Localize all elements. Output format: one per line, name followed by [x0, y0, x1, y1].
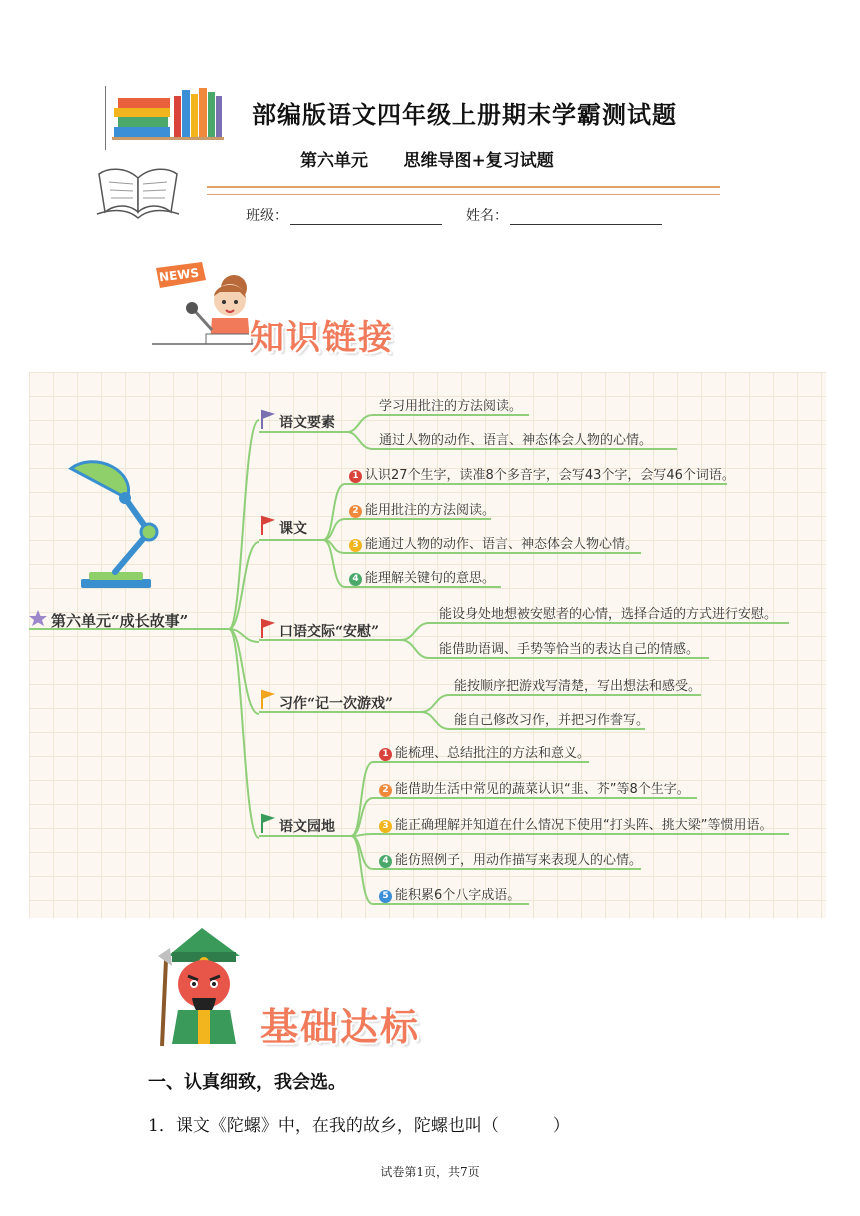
class-field [246, 205, 442, 225]
number-badge: 1 [379, 748, 392, 761]
list-item: 1 认识27个生字，读准8个多音字，会写43个字，会写46个词语。 [349, 464, 735, 483]
number-badge: 3 [349, 539, 362, 552]
basic-banner [150, 926, 470, 1056]
open-book-illustration [95, 160, 181, 220]
desk-lamp-illustration [71, 450, 157, 588]
header-rule [207, 186, 720, 188]
branch-composition: 习作“记一次游戏” [279, 696, 394, 712]
header-divider [105, 86, 106, 150]
name-label: 姓名： [466, 208, 508, 224]
class-label: 班级： [246, 208, 288, 224]
branch-language-elements: 语文要素 [279, 415, 335, 431]
list-item: 3 能正确理解并知道在什么情况下使用“打头阵、挑大梁”等惯用语。 [379, 814, 772, 833]
knowledge-banner [150, 258, 440, 358]
document-title: 部编版语文四年级上册期末学霸测试题 [252, 100, 677, 129]
list-item: 4 能理解关键句的意思。 [349, 567, 495, 586]
number-badge: 5 [379, 890, 392, 903]
guan-yu-illustration [150, 926, 260, 1051]
mind-map-root: 第六单元“成长故事” [51, 612, 189, 630]
number-badge: 1 [349, 470, 362, 483]
mind-map-connectors [29, 372, 826, 918]
branch-oral-communication: 口语交际“安慰” [279, 624, 380, 640]
number-badge: 4 [379, 855, 392, 868]
list-item: 2 能用批注的方法阅读。 [349, 499, 495, 518]
number-badge: 2 [349, 505, 362, 518]
basic-banner-title: 基础达标 [260, 1005, 421, 1049]
number-badge: 2 [379, 784, 392, 797]
list-item: 5 能积累6个八字成语。 [379, 884, 520, 903]
number-badge: 3 [379, 820, 392, 833]
list-item: 能设身处地想被安慰者的心情，选择合适的方式进行安慰。 [439, 607, 778, 622]
books-illustration [112, 86, 224, 142]
number-badge: 4 [349, 573, 362, 586]
section-heading: 一、认真细致，我会选。 [148, 1072, 346, 1093]
news-badge: NEWS [158, 265, 200, 285]
question-1: 1．课文《陀螺》中，在我的故乡，陀螺也叫（ ） [148, 1116, 570, 1136]
header-rule-thin [207, 194, 720, 195]
list-item: 3 能通过人物的动作、语言、神态体会人物心情。 [349, 533, 638, 552]
page-footer: 试卷第1页，共7页 [380, 1165, 480, 1179]
mind-map [29, 372, 826, 918]
name-field [466, 205, 662, 225]
name-input-line[interactable] [510, 211, 662, 225]
branch-language-garden: 语文园地 [279, 819, 335, 835]
class-input-line[interactable] [290, 211, 442, 225]
list-item: 能自己修改习作，并把习作誊写。 [454, 713, 650, 728]
knowledge-banner-title: 知识链接 [250, 318, 394, 358]
list-item: 4 能仿照例子，用动作描写来表现人的心情。 [379, 849, 642, 868]
list-item: 能借助语调、手势等恰当的表达自己的情感。 [439, 642, 700, 657]
list-item: 通过人物的动作、语言、神态体会人物的心情。 [379, 433, 653, 448]
list-item: 学习用批注的方法阅读。 [379, 399, 523, 414]
branch-texts: 课文 [279, 521, 307, 537]
document-subtitle: 第六单元 思维导图+复习试题 [300, 151, 554, 171]
list-item: 能按顺序把游戏写清楚，写出想法和感受。 [454, 679, 702, 694]
list-item: 2 能借助生活中常见的蔬菜认识“韭、芥”等8个生字。 [379, 778, 690, 797]
list-item: 1 能梳理、总结批注的方法和意义。 [379, 742, 590, 761]
